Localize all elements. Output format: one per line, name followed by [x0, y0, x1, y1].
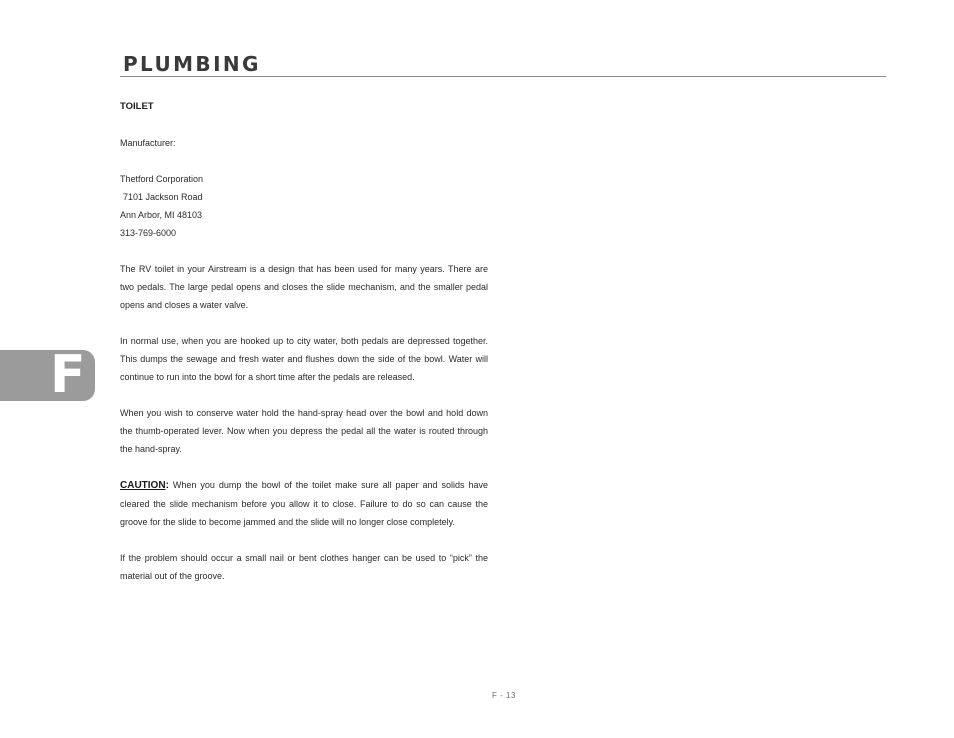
- spacer: [120, 458, 488, 476]
- manufacturer-address: [120, 170, 488, 242]
- spacer: [120, 314, 488, 332]
- spacer: [120, 152, 488, 170]
- caution-colon: :: [165, 480, 169, 491]
- page-title: PLUMBING: [123, 52, 261, 76]
- header-divider: [120, 76, 886, 77]
- page-number: F - 13: [492, 691, 516, 700]
- address-company: Thetford Corporation: [120, 174, 204, 184]
- paragraph-groove-fix: If the problem should occur a small nail or bent clothes hanger can be used to “pick” the material out of the groove.: [120, 553, 488, 581]
- address-city: Ann Arbor, MI 48103: [120, 210, 203, 220]
- paragraph-normal-use: In normal use, when you are hooked up to city water, both pedals are depressed together. This dumps the sewage and fresh water and flushes down the side of the bowl. Water will continue to run into the bowl for a short time after the pedals are released.: [120, 336, 488, 382]
- caution-text: When you dump the bowl of the toilet make sure all paper and solids have cleared the slide mechanism before you allow it to close. Failure to do so can cause the groove for the slide to become jammed and the slide will no longer close completely.: [120, 480, 488, 527]
- spacer: [120, 386, 488, 404]
- paragraph-conserve-water: When you wish to conserve water hold the hand-spray head over the bowl and hold down the thumb-operated lever. Now when you depress the pedal all the water is routed through the hand-spray.: [120, 408, 488, 454]
- address-phone: 313-769-6000: [120, 228, 177, 238]
- spacer: [120, 116, 488, 134]
- caution-label: CAUTION: [120, 480, 166, 491]
- caution-paragraph: [120, 476, 488, 531]
- main-content: [120, 98, 488, 585]
- address-street: 7101 Jackson Road: [123, 192, 203, 202]
- chapter-letter: F: [50, 345, 86, 405]
- spacer: [120, 242, 488, 260]
- spacer: [120, 531, 488, 549]
- manufacturer-label: Manufacturer:: [120, 138, 176, 148]
- section-heading: TOILET: [120, 101, 154, 112]
- paragraph-toilet-overview: The RV toilet in your Airstream is a design that has been used for many years. There are two pedals. The large pedal opens and closes the slide mechanism, and the smaller pedal opens and closes a water valve.: [120, 264, 488, 310]
